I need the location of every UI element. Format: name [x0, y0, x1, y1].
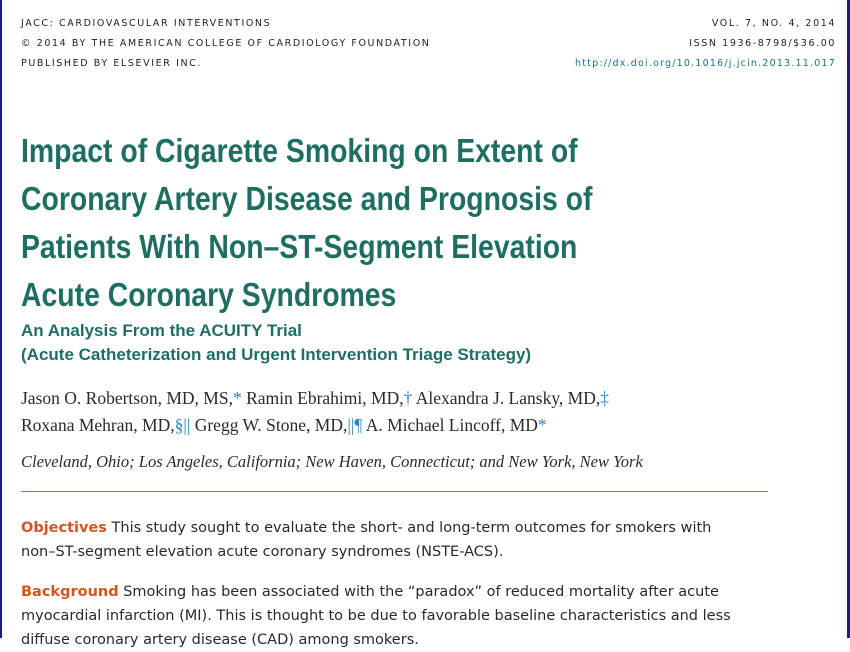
title-line: Patients With Non–ST-Segment Elevation — [21, 228, 578, 265]
author-line — [21, 412, 609, 439]
objectives-text: non–ST-segment elevation acute coronary syndromes (NSTE-ACS). — [21, 544, 504, 560]
author-name: Alexandra J. Lansky, MD, — [412, 388, 601, 408]
author-name: A. Michael Lincoff, MD — [362, 415, 538, 435]
objectives-heading: Objectives — [21, 520, 107, 536]
author-locations: Cleveland, Ohio; Los Angeles, California; New Haven, Connecticut; and New York, New York — [21, 452, 643, 471]
affiliation-mark[interactable]: ‡ — [600, 388, 610, 408]
affiliation-mark[interactable]: * — [537, 415, 547, 435]
author-name: Ramin Ebrahimi, MD, — [241, 388, 404, 408]
title-line: Coronary Artery Disease and Prognosis of — [21, 180, 593, 217]
subtitle-line: An Analysis From the ACUITY Trial — [21, 321, 302, 340]
subtitle-line: (Acute Catheterization and Urgent Intervention Triage Strategy) — [21, 345, 532, 364]
background-text: Smoking has been associated with the “paradox” of reduced mortality after acute — [118, 584, 719, 600]
author-name: Gregg W. Stone, MD, — [190, 415, 348, 435]
affiliation-mark[interactable]: * — [232, 388, 242, 408]
abstract-line — [21, 580, 741, 604]
objectives-text: This study sought to evaluate the short- and long-term outcomes for smokers with — [106, 520, 712, 536]
affiliation-mark[interactable]: ||¶ — [347, 415, 363, 435]
article-subtitle — [21, 319, 531, 367]
background-section — [21, 580, 741, 652]
background-heading: Background — [21, 584, 119, 600]
author-line — [21, 385, 609, 412]
affiliation-mark[interactable]: §|| — [174, 415, 191, 435]
issn-line: ISSN 1936-8798/$36.00 — [689, 38, 836, 49]
author-name: Jason O. Robertson, MD, MS, — [21, 388, 233, 408]
background-text: myocardial infarction (MI). This is thought to be due to favorable baseline characteristics and less — [21, 608, 731, 624]
objectives-section — [21, 516, 741, 564]
volume-info: VOL. 7, NO. 4, 2014 — [711, 18, 836, 29]
doi-link[interactable]: http://dx.doi.org/10.1016/j.jcin.2013.11.017 — [575, 58, 836, 69]
journal-name: JACC: CARDIOVASCULAR INTERVENTIONS — [21, 18, 272, 29]
background-text: diffuse coronary artery disease (CAD) among smokers. — [21, 632, 419, 648]
publisher-line: PUBLISHED BY ELSEVIER INC. — [21, 58, 203, 69]
author-name: Roxana Mehran, MD, — [21, 415, 175, 435]
abstract-line — [21, 516, 741, 540]
copyright-line: © 2014 BY THE AMERICAN COLLEGE OF CARDIOLOGY FOUNDATION — [21, 38, 431, 49]
author-list — [21, 385, 609, 439]
section-divider — [21, 491, 768, 492]
left-edge-bar — [0, 0, 2, 638]
affiliation-mark[interactable]: † — [403, 388, 413, 408]
article-title — [21, 127, 640, 319]
title-line: Acute Coronary Syndromes — [21, 276, 397, 313]
title-line: Impact of Cigarette Smoking on Extent of — [21, 132, 578, 169]
